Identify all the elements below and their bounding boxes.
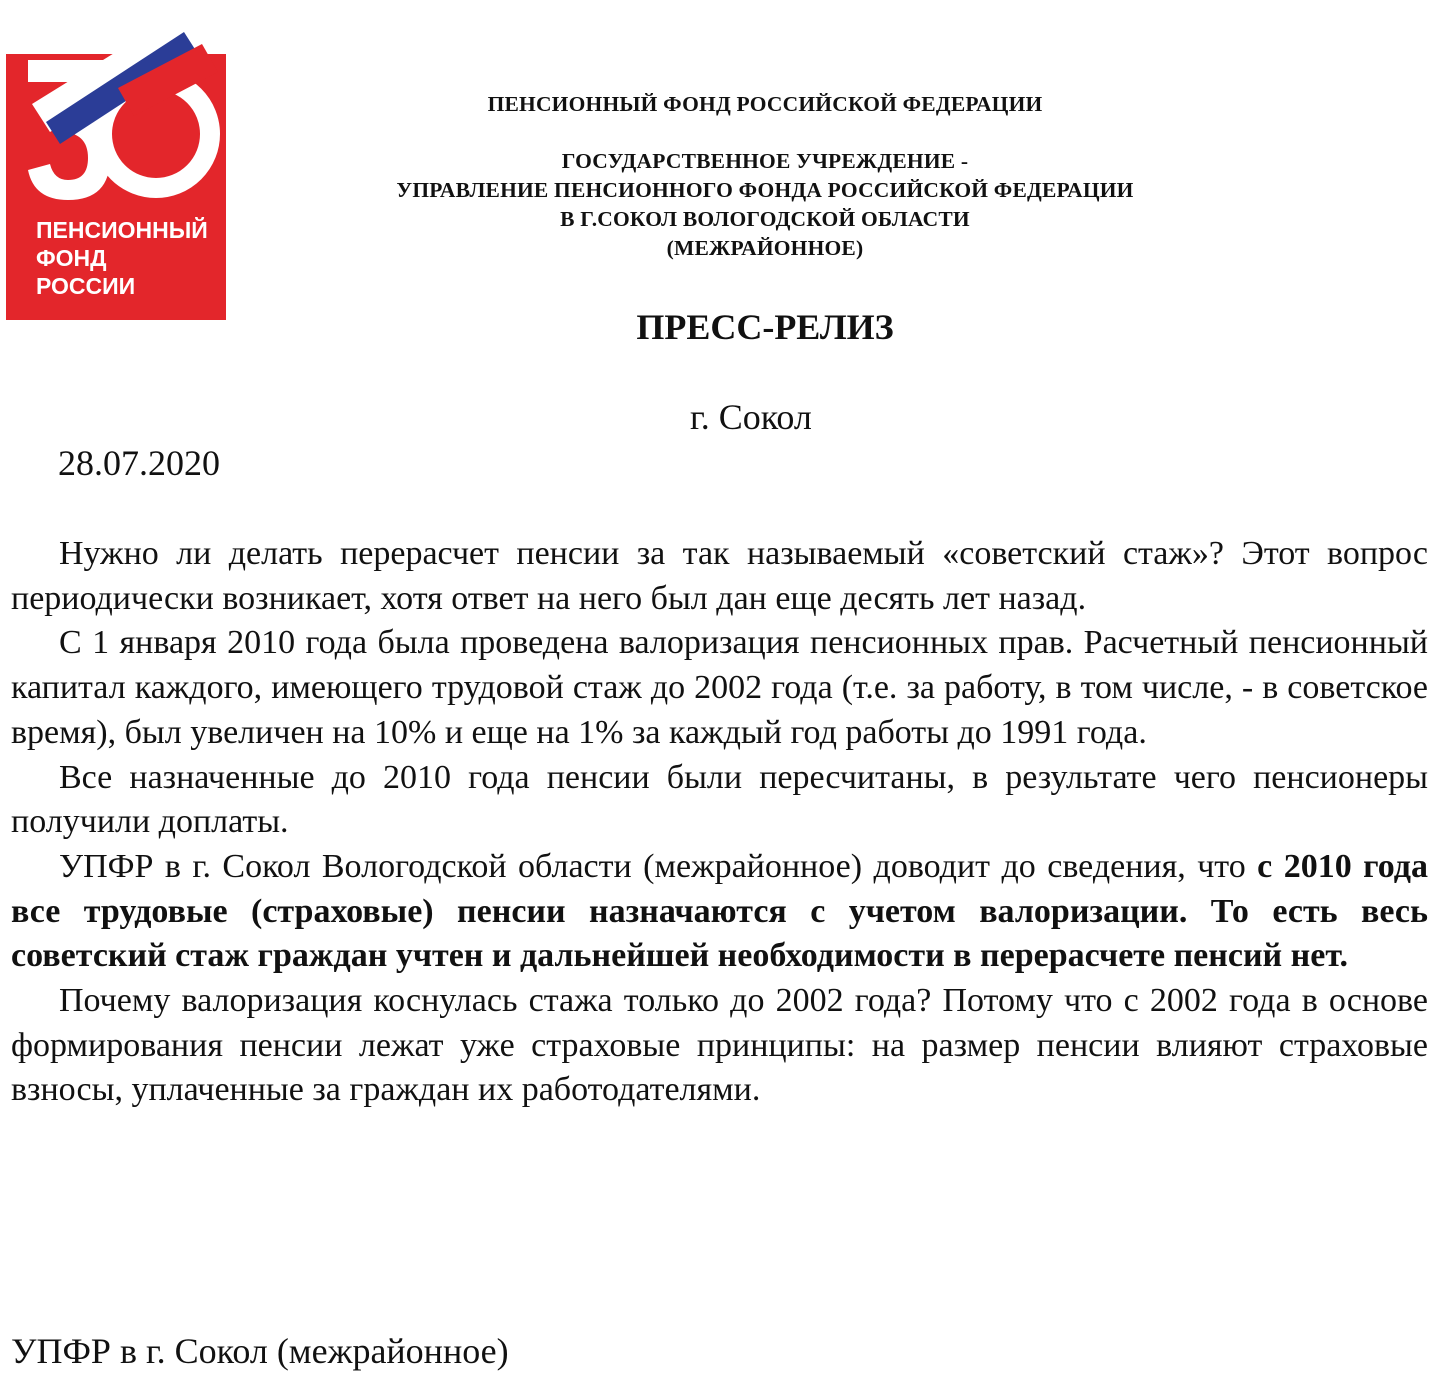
paragraph-1: Нужно ли делать перерасчет пенсии за так называемый «советский стаж»? Этот вопрос периодически возникает, хотя ответ на него был дан еще десять лет назад. xyxy=(11,535,1428,617)
org-name-line: ПЕНСИОННЫЙ ФОНД РОССИЙСКОЙ ФЕДЕРАЦИИ xyxy=(487,92,1043,116)
press-release-body xyxy=(11,532,1428,1113)
document-title: ПРЕСС-РЕЛИЗ xyxy=(636,307,894,347)
paragraph-3: Все назначенные до 2010 года пенсии были пересчитаны, в результате чего пенсионеры получили доплаты. xyxy=(11,758,1428,841)
paragraph-4-text: УПФР в г. Сокол Вологодской области (межрайонное) доводит до сведения, что xyxy=(59,847,1258,885)
signature: УПФР в г. Сокол (межрайонное) xyxy=(11,1331,509,1371)
org-sub-line-4: (МЕЖРАЙОННОЕ) xyxy=(666,236,864,260)
pfr-30-logo xyxy=(6,10,230,320)
paragraph-4-bold-text: с 2010 года все трудовые (страховые) пенсии назначаются с учетом валоризации. То есть весь советский стаж граждан учтен и дальнейшей необходимости в перерасчете пенсий нет. xyxy=(11,847,1428,975)
date-label: 28.07.2020 xyxy=(58,443,220,483)
org-header-sub xyxy=(290,147,1240,263)
logo-text-line-1: ПЕНСИОННЫЙ xyxy=(36,217,208,243)
org-header-main xyxy=(290,90,1240,119)
org-sub-line-2: УПРАВЛЕНИЕ ПЕНСИОННОГО ФОНДА РОССИЙСКОЙ ФЕДЕРАЦИИ xyxy=(396,178,1134,202)
org-sub-line-3: В Г.СОКОЛ ВОЛОГОДСКОЙ ОБЛАСТИ xyxy=(560,207,970,231)
logo-text-line-3: РОССИИ xyxy=(36,273,136,299)
logo-text-line-2: ФОНД xyxy=(36,245,107,271)
org-sub-line-1: ГОСУДАРСТВЕННОЕ УЧРЕЖДЕНИЕ - xyxy=(561,149,969,173)
paragraph-2: С 1 января 2010 года была проведена валоризация пенсионных прав. Расчетный пенсионный капитал каждого, имеющего трудовой стаж до 2002 года (т.е. за работу, в том числе, - в советское время), был увеличен на 10% и еще на 1% за каждый год работы до 1991 года. xyxy=(11,624,1428,751)
paragraph-5: Почему валоризация коснулась стажа только до 2002 года? Потому что с 2002 года в основе формирования пенсии лежат уже страховые принципы: на размер пенсии влияют страховые взносы, уплаченные за граждан их работодателями. xyxy=(11,982,1428,1109)
paragraph-4 xyxy=(11,845,1428,979)
city-label: г. Сокол xyxy=(690,397,812,437)
